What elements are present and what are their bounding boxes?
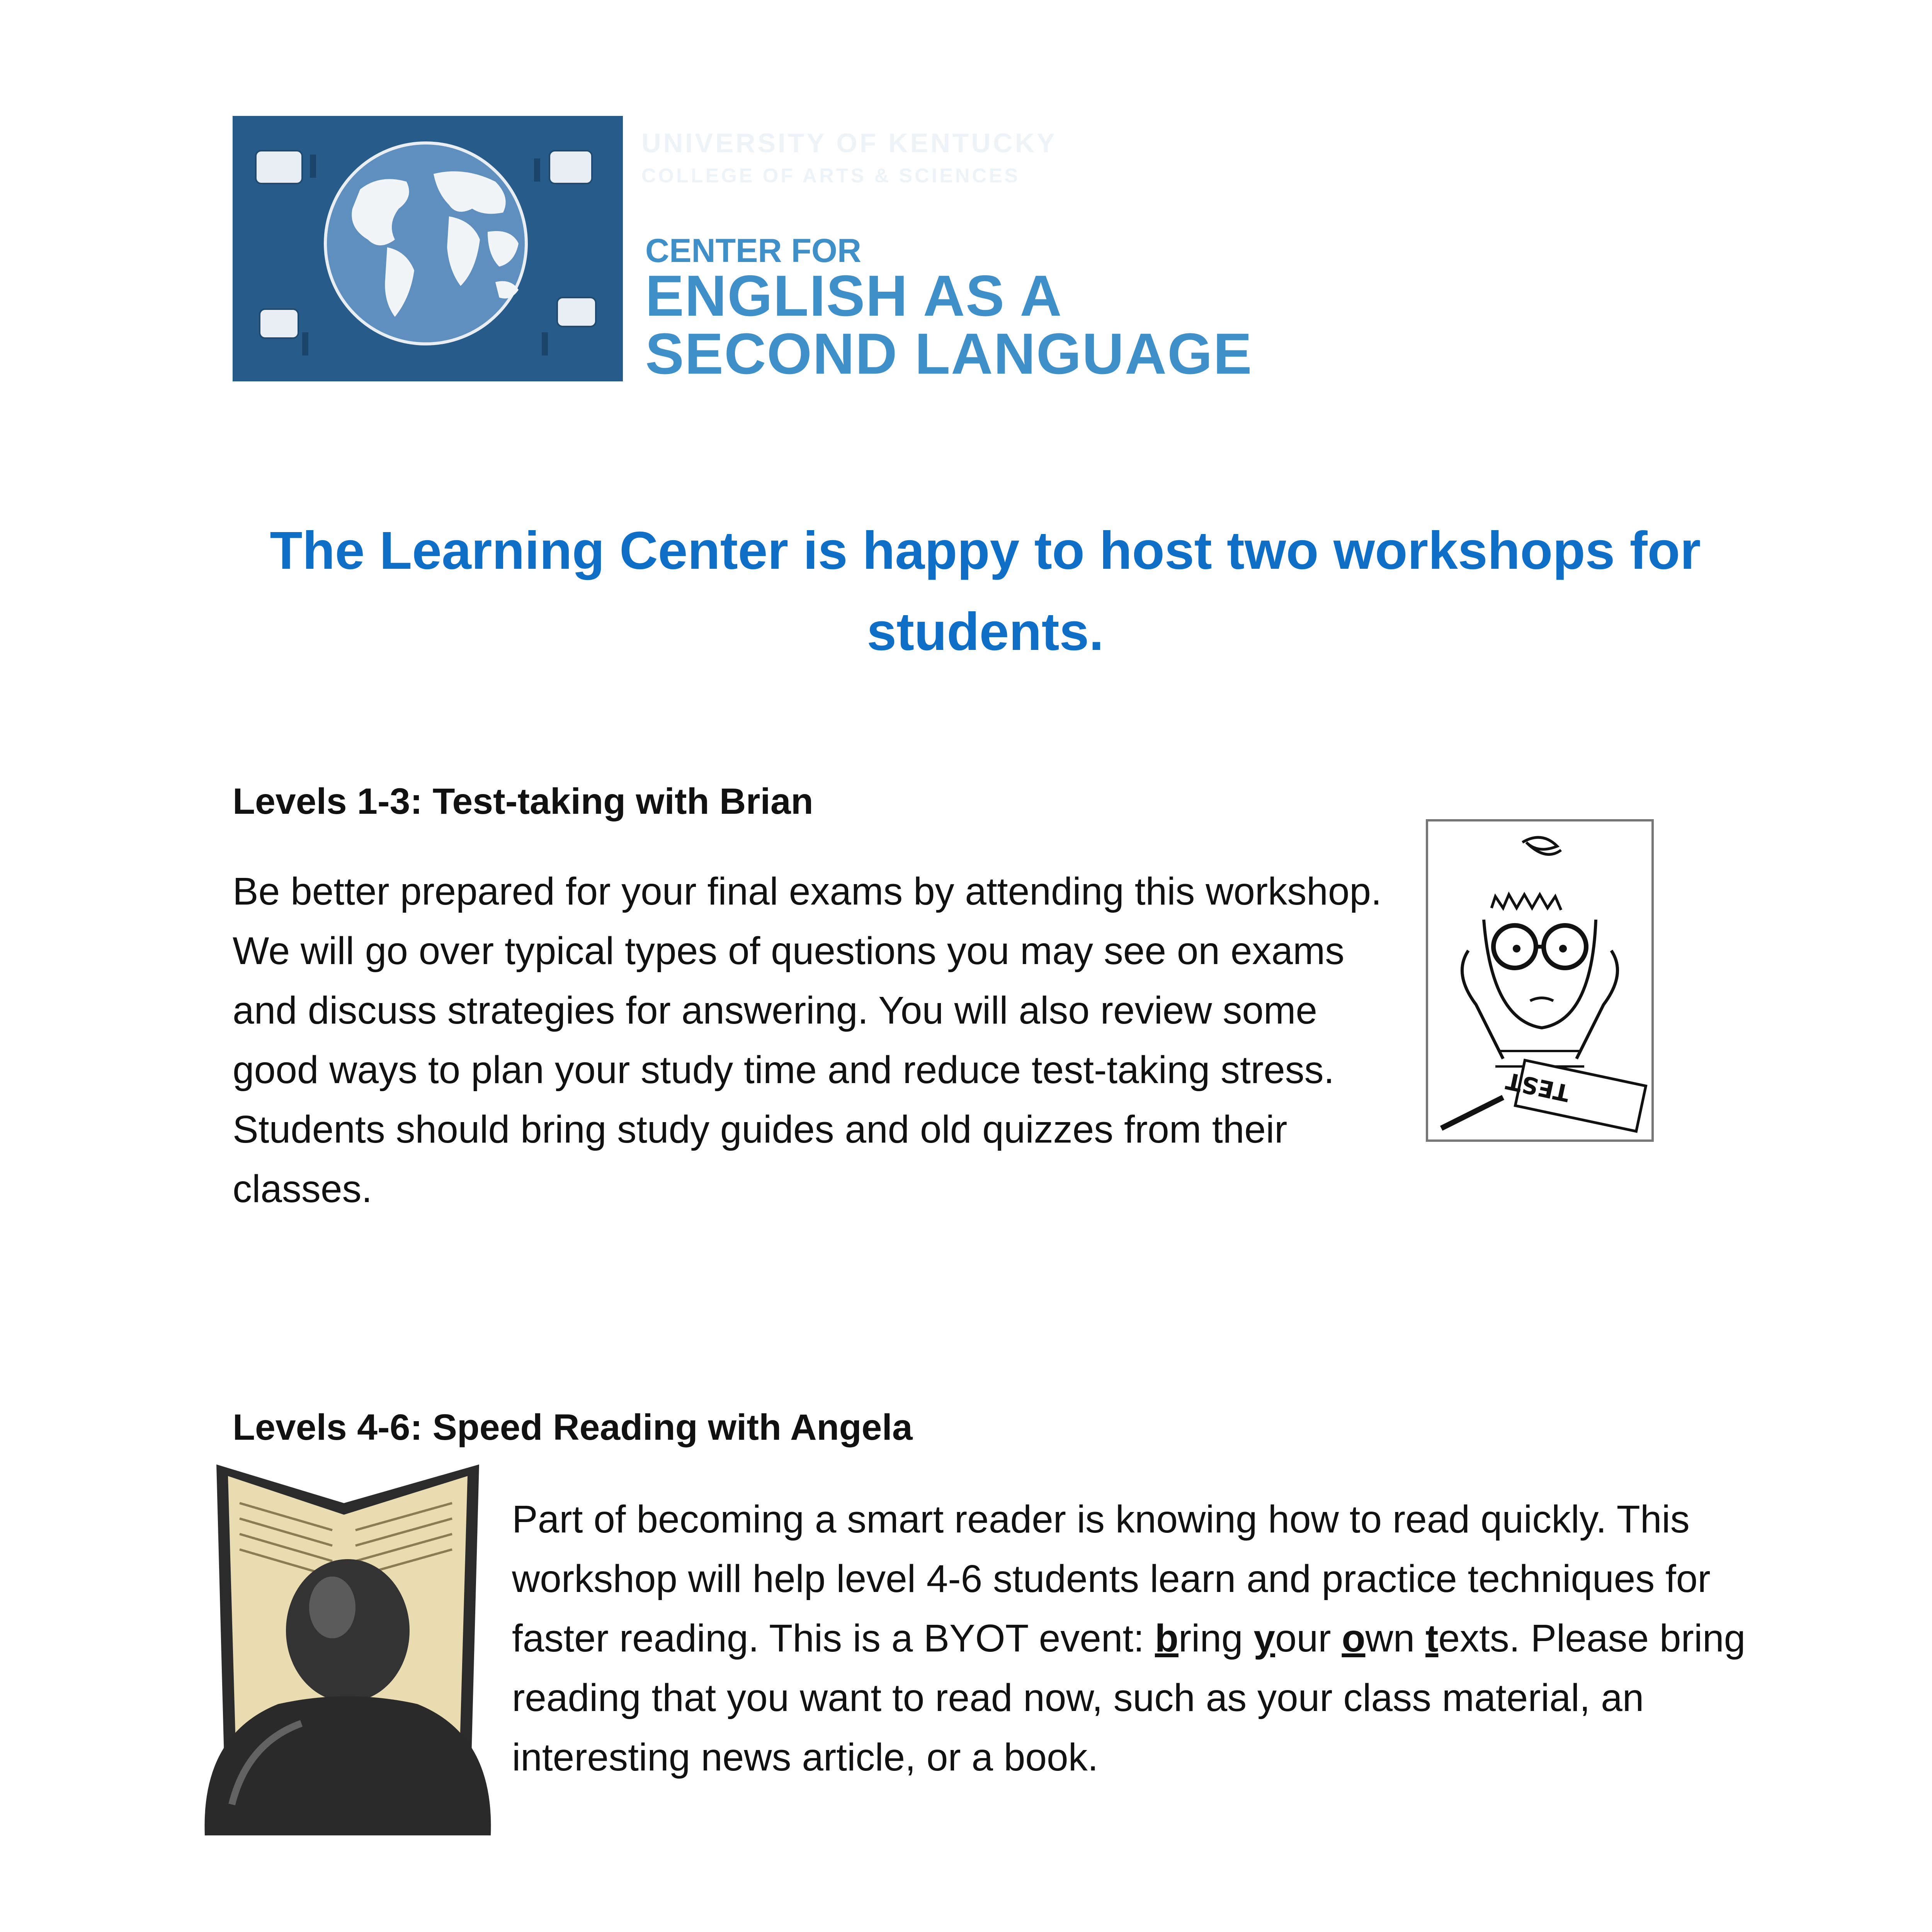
test-paper-label: TEST xyxy=(1503,1066,1572,1107)
logo-line-2: SECOND LANGUAGE xyxy=(645,321,1253,386)
byot-word-our: our xyxy=(1275,1617,1342,1660)
logo-college-text: COLLEGE OF ARTS & SCIENCES xyxy=(641,165,1020,187)
byot-letter-o: o xyxy=(1342,1617,1366,1660)
byot-letter-b: b xyxy=(1155,1617,1179,1660)
esl-logo-globe xyxy=(233,116,623,381)
test-taker-illustration xyxy=(1426,819,1654,1142)
workshop-2-description xyxy=(512,1490,1768,1787)
page-headline: The Learning Center is happy to host two workshops for students. xyxy=(270,521,1701,662)
byot-word-ring: ring xyxy=(1178,1617,1254,1660)
byot-letter-y: y xyxy=(1253,1617,1276,1660)
esl-logo-text xyxy=(641,128,1298,386)
logo-line-1: ENGLISH AS A xyxy=(645,263,1063,328)
byot-word-wn: wn xyxy=(1365,1617,1426,1660)
workshop-1-description: Be better prepared for your final exams by attending this workshop. We will go over typical types of questions you may see on exams and discuss strategies for answering. You will also review some good ways to plan your study time and reduce test-taking stress. Students should bring study guides and old quizzes from their classes. xyxy=(233,870,1382,1211)
workshop-2-title: Levels 4-6: Speed Reading with Angela xyxy=(233,1407,913,1448)
logo-university-text: UNIVERSITY OF KENTUCKY xyxy=(641,128,1057,158)
byot-letter-t: t xyxy=(1425,1617,1439,1660)
logo-center-for: CENTER FOR xyxy=(645,232,861,269)
reader-illustration xyxy=(201,1457,495,1839)
workshop-1-title: Levels 1-3: Test-taking with Brian xyxy=(233,781,813,822)
desc-part-intro: Part of becoming a smart reader is knowing how to read quickly. This workshop will help level 4-6 students learn and practice techniques for faster reading. This is a BYOT event: xyxy=(512,1498,1711,1660)
desc-part-outro: exts. Please bring reading that you want to read now, such as your class material, an interesting news article, or a book. xyxy=(512,1617,1746,1779)
